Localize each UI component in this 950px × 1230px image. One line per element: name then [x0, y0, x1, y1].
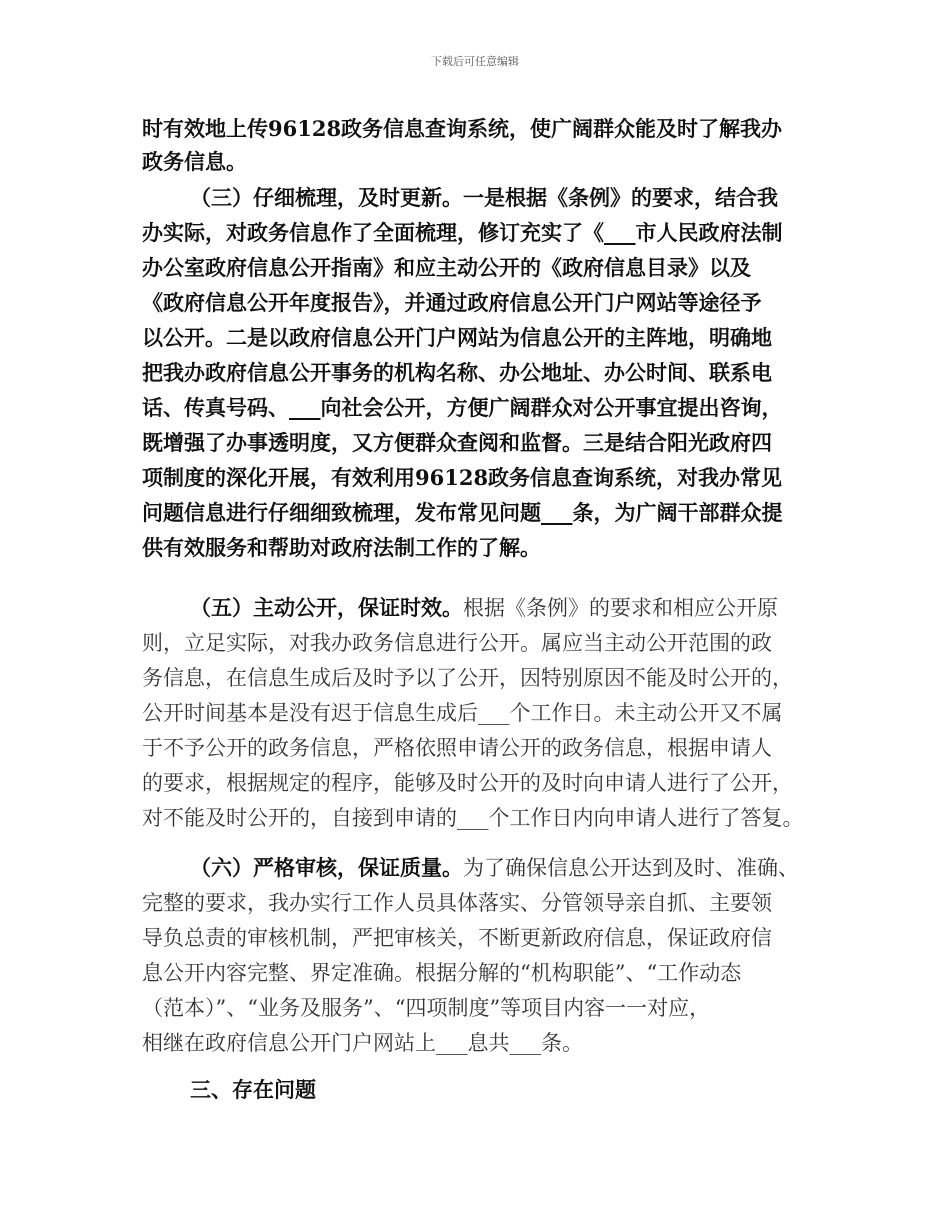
text-line: 把我办政府信息公开事务的机构名称、办公地址、办公时间、联系电: [142, 360, 772, 385]
paragraph-first-line: [190, 591, 822, 625]
paragraph-first-line: [190, 851, 822, 885]
text-line: 对不能及时公开的，自接到申请的___个工作日内向申请人进行了答复。: [142, 806, 804, 830]
text-line: 相继在政府信息公开门户网站上___息共___条。: [142, 1031, 583, 1055]
text-line: 的要求，根据规定的程序，能够及时公开的及时向申请人进行了公开，: [142, 771, 793, 795]
text-line: 则，立足实际，对我办政务信息进行公开。属应当主动公开范围的政: [142, 631, 772, 655]
section-heading: （五）主动公开，保证时效。: [190, 595, 463, 620]
section-heading: 三、存在问题: [190, 1077, 316, 1102]
text-fragment: 根据《条例》的要求和相应公开原: [463, 596, 778, 620]
text-line: 以公开。二是以政府信息公开门户网站为信息公开的主阵地，明确地: [142, 325, 772, 350]
text-line: 时有效地上传96128政务信息查询系统，使广阔群众能及时了解我办: [142, 116, 783, 141]
text-line: 务信息，在信息生成后及时予以了公开，因特别原因不能及时公开的，: [142, 666, 793, 690]
text-line: 话、传真号码、___向社会公开，方便广阔群众对公开事宜提出咨询，: [142, 395, 783, 420]
text-line: 息公开内容完整、界定准确。根据分解的“机构职能”、“工作动态: [142, 961, 742, 985]
text-line: 项制度的深化开展，有效利用96128政务信息查询系统，对我办常见: [142, 465, 783, 490]
text-line: （三）仔细梳理，及时更新。一是根据《条例》的要求，结合我: [190, 185, 778, 210]
page-header: 下载后可任意编辑: [431, 55, 519, 68]
text-line: 完整的要求，我办实行工作人员具体落实、分管领导亲自抓、主要领: [142, 891, 772, 915]
text-line: 既增强了办事透明度，又方便群众查阅和监督。三是结合阳光政府四: [142, 430, 772, 455]
section-heading: （六）严格审核，保证质量。: [190, 855, 463, 880]
text-line: 《政府信息公开年度报告》，并通过政府信息公开门户网站等途径予: [142, 290, 762, 315]
text-line: 问题信息进行仔细细致梳理，发布常见问题___条，为广阔干部群众提: [142, 500, 783, 525]
text-line: 导负总责的审核机制，严把审核关，不断更新政府信息，保证政府信: [142, 926, 772, 950]
text-line: 政务信息。: [142, 149, 247, 174]
text-line: 办公室政府信息公开指南》和应主动公开的《政府信息目录》以及: [142, 255, 751, 280]
text-line: 供有效服务和帮助对政府法制工作的了解。: [142, 535, 541, 560]
text-fragment: 为了确保信息公开达到及时、准确、: [463, 856, 799, 880]
text-line: 公开时间基本是没有迟于信息生成后___个工作日。未主动公开又不属: [142, 701, 783, 725]
text-line: 办实际，对政务信息作了全面梳理，修订充实了《___市人民政府法制: [142, 220, 783, 245]
text-line: 于不予公开的政务信息，严格依照申请公开的政务信息，根据申请人: [142, 736, 772, 760]
text-line: （范本）”、“业务及服务”、“四项制度”等项目内容一一对应，: [142, 996, 711, 1020]
